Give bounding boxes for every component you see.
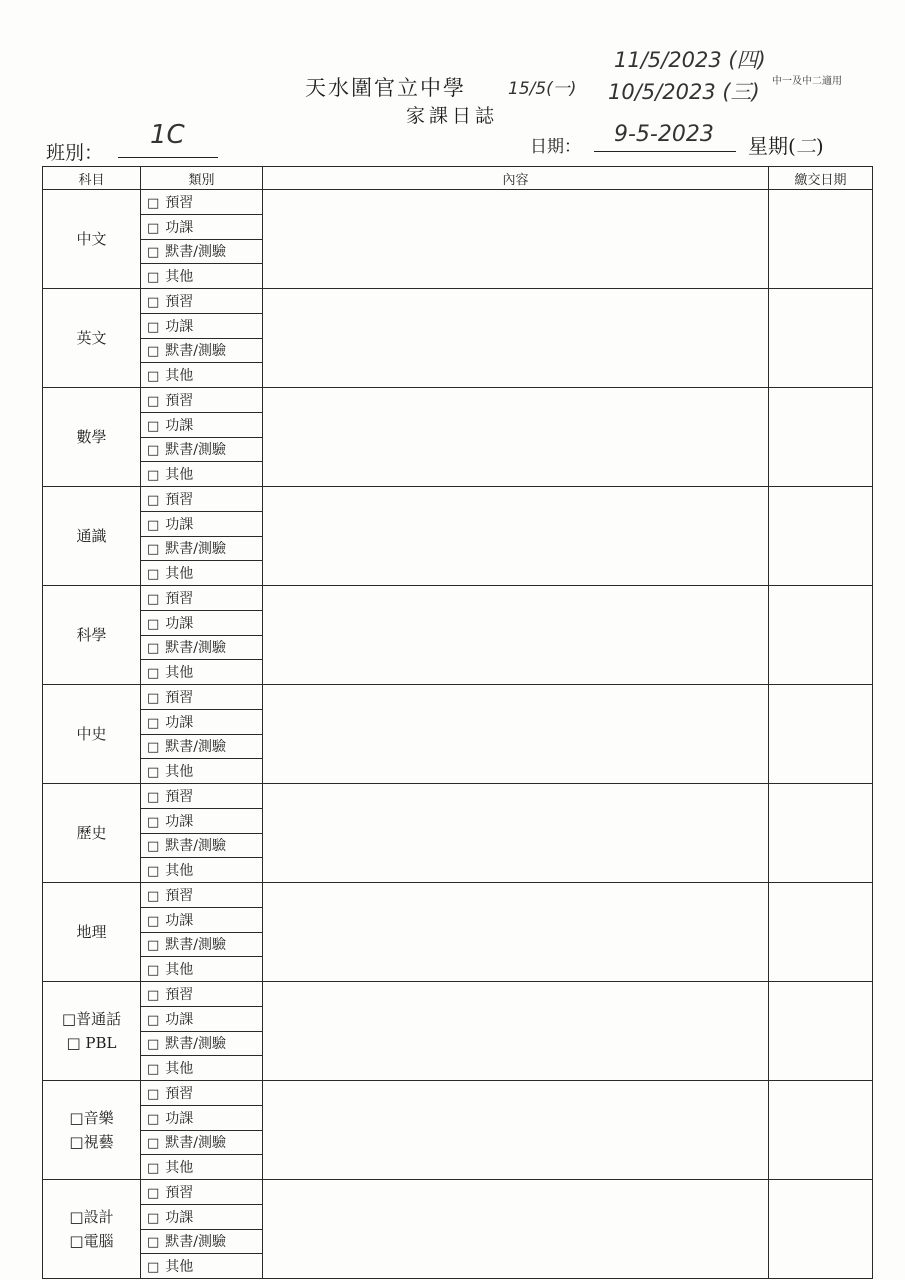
checkbox-icon[interactable]: □	[147, 913, 160, 929]
category-label: 其他	[165, 962, 194, 979]
checkbox-icon[interactable]: □	[147, 1086, 160, 1102]
category-label: 功課	[165, 1011, 194, 1028]
content-cell[interactable]	[263, 982, 769, 1081]
category-option[interactable]	[141, 239, 263, 264]
category-option[interactable]	[141, 462, 263, 487]
category-label: 默書/測驗	[165, 739, 227, 756]
table-row	[43, 1180, 873, 1205]
checkbox-icon[interactable]: □	[147, 1012, 160, 1028]
category-option[interactable]	[141, 1031, 263, 1056]
handwritten-date-1: 11/5/2023 (四)	[614, 48, 766, 72]
content-cell[interactable]	[263, 1180, 769, 1279]
category-label: 功課	[165, 516, 194, 533]
category-option[interactable]	[141, 561, 263, 586]
checkbox-icon[interactable]: □	[147, 418, 160, 434]
content-cell[interactable]	[263, 388, 769, 487]
category-label: 默書/測驗	[165, 1234, 227, 1251]
category-option[interactable]	[141, 1204, 263, 1229]
subject-cell	[43, 784, 141, 883]
due-date-cell[interactable]	[769, 487, 873, 586]
category-label: 其他	[165, 566, 194, 583]
checkbox-icon[interactable]: □	[147, 492, 160, 508]
checkbox-icon[interactable]: □	[147, 195, 160, 211]
checkbox-icon[interactable]: □	[147, 1210, 160, 1226]
checkbox-icon[interactable]: □	[147, 294, 160, 310]
subject-cell	[43, 1180, 141, 1279]
subject-cell	[43, 388, 141, 487]
school-name	[305, 72, 466, 102]
category-option[interactable]	[141, 264, 263, 289]
checkbox-icon[interactable]: □	[147, 740, 160, 756]
category-label: 預習	[165, 986, 194, 1003]
content-cell[interactable]	[263, 685, 769, 784]
due-date-cell[interactable]	[769, 586, 873, 685]
category-label: 默書/測驗	[165, 442, 227, 459]
category-option[interactable]	[141, 437, 263, 462]
category-option[interactable]	[141, 635, 263, 660]
scope-note: 中一及中二適用	[772, 76, 842, 87]
subject-name: 通識	[76, 527, 107, 545]
category-option[interactable]	[141, 1081, 263, 1106]
header-category: 類別	[141, 167, 263, 190]
category-label: 預習	[165, 689, 194, 706]
category-option[interactable]	[141, 610, 263, 635]
checkbox-icon[interactable]: □	[147, 517, 160, 533]
category-label: 其他	[165, 1259, 194, 1276]
subject-cell	[43, 1081, 141, 1180]
category-option[interactable]	[141, 883, 263, 908]
category-label: 默書/測驗	[165, 244, 227, 261]
table-row	[43, 586, 873, 611]
category-option[interactable]	[141, 190, 263, 215]
category-option[interactable]	[141, 685, 263, 710]
checkbox-icon[interactable]: □	[147, 567, 160, 583]
subject-name: 中文	[76, 230, 107, 248]
category-label: 功課	[165, 912, 194, 929]
category-label: 預習	[165, 788, 194, 805]
checkbox-icon[interactable]: □	[147, 864, 160, 880]
subject-name: □電腦	[69, 1232, 114, 1250]
class-underline	[118, 156, 218, 158]
checkbox-icon[interactable]: □	[147, 443, 160, 459]
subject-cell	[43, 487, 141, 586]
table-row	[43, 685, 873, 710]
checkbox-icon[interactable]: □	[147, 765, 160, 781]
subject-name: 中史	[76, 725, 107, 743]
table-row	[43, 982, 873, 1007]
weekday-value[interactable]: 二	[795, 134, 816, 158]
category-label: 功課	[165, 714, 194, 731]
subject-name: □ PBL	[66, 1034, 117, 1052]
category-option[interactable]	[141, 1155, 263, 1180]
checkbox-icon[interactable]: □	[147, 542, 160, 558]
category-label: 功課	[165, 318, 194, 335]
category-option[interactable]	[141, 932, 263, 957]
table-row	[43, 388, 873, 413]
table-row	[43, 883, 873, 908]
checkbox-icon[interactable]: □	[147, 393, 160, 409]
checkbox-icon[interactable]: □	[147, 1235, 160, 1251]
checkbox-icon[interactable]: □	[147, 1062, 160, 1078]
due-date-cell[interactable]	[769, 982, 873, 1081]
category-option[interactable]	[141, 709, 263, 734]
due-date-cell[interactable]	[769, 388, 873, 487]
due-date-cell[interactable]	[769, 685, 873, 784]
date-label: 日期：	[530, 137, 581, 157]
date-value[interactable]: 9-5-2023	[614, 122, 714, 147]
handwritten-date-2: 10/5/2023 (三)	[608, 80, 760, 104]
checkbox-icon[interactable]: □	[147, 666, 160, 682]
category-label: 功課	[165, 1209, 194, 1226]
weekday-field	[748, 130, 824, 159]
category-option[interactable]	[141, 833, 263, 858]
subject-name: □視藝	[69, 1133, 114, 1151]
content-cell[interactable]	[263, 487, 769, 586]
content-cell[interactable]	[263, 784, 769, 883]
category-option[interactable]	[141, 363, 263, 388]
checkbox-icon[interactable]: □	[147, 1161, 160, 1177]
header-due-date: 繳交日期	[769, 167, 873, 190]
table-header-row	[43, 167, 873, 190]
content-cell[interactable]	[263, 289, 769, 388]
category-label: 其他	[165, 1061, 194, 1078]
checkbox-icon[interactable]: □	[147, 987, 160, 1003]
checkbox-icon[interactable]: □	[147, 814, 160, 830]
category-option[interactable]	[141, 1056, 263, 1081]
category-label: 默書/測驗	[165, 343, 227, 360]
category-option[interactable]	[141, 214, 263, 239]
category-label: 其他	[165, 665, 194, 682]
category-label: 預習	[165, 590, 194, 607]
checkbox-icon[interactable]: □	[147, 1037, 160, 1053]
table-row	[43, 190, 873, 215]
checkbox-icon[interactable]: □	[147, 641, 160, 657]
checkbox-icon[interactable]: □	[147, 245, 160, 261]
checkbox-icon[interactable]: □	[147, 369, 160, 385]
category-option[interactable]	[141, 957, 263, 982]
category-label: 默書/測驗	[165, 640, 227, 657]
category-label: 功課	[165, 813, 194, 830]
subject-cell	[43, 685, 141, 784]
due-date-cell[interactable]	[769, 784, 873, 883]
subject-name: 科學	[76, 626, 107, 644]
category-option[interactable]	[141, 858, 263, 883]
category-label: 默書/測驗	[165, 1036, 227, 1053]
content-cell[interactable]	[263, 1081, 769, 1180]
category-label: 其他	[165, 269, 194, 286]
checkbox-icon[interactable]: □	[147, 616, 160, 632]
checkbox-icon[interactable]: □	[147, 888, 160, 904]
school-name-text: 天水圍官立中學	[305, 76, 466, 100]
checkbox-icon[interactable]: □	[147, 715, 160, 731]
header-subject: 科目	[43, 167, 141, 190]
checkbox-icon[interactable]: □	[147, 938, 160, 954]
form-title: 家課日誌	[406, 105, 499, 127]
subject-cell	[43, 982, 141, 1081]
header-content: 內容	[263, 167, 769, 190]
content-cell[interactable]	[263, 190, 769, 289]
category-option[interactable]	[141, 412, 263, 437]
table-row	[43, 1081, 873, 1106]
category-label: 默書/測驗	[165, 838, 227, 855]
category-option[interactable]	[141, 784, 263, 809]
category-label: 功課	[165, 417, 194, 434]
category-label: 預習	[165, 293, 194, 310]
category-label: 默書/測驗	[165, 1135, 227, 1152]
category-option[interactable]	[141, 487, 263, 512]
homework-log-table	[42, 166, 873, 1279]
checkbox-icon[interactable]: □	[147, 1260, 160, 1276]
subject-cell	[43, 190, 141, 289]
category-option[interactable]	[141, 982, 263, 1007]
subject-cell	[43, 289, 141, 388]
category-label: 其他	[165, 467, 194, 484]
weekday-label: 星期(	[748, 134, 796, 158]
date-underline	[594, 150, 736, 152]
category-label: 預習	[165, 194, 194, 211]
weekday-close: )	[815, 134, 824, 158]
category-option[interactable]	[141, 1180, 263, 1205]
checkbox-icon[interactable]: □	[147, 591, 160, 607]
category-label: 預習	[165, 887, 194, 904]
category-option[interactable]	[141, 289, 263, 314]
category-label: 其他	[165, 764, 194, 781]
category-option[interactable]	[141, 1130, 263, 1155]
table-row	[43, 289, 873, 314]
category-label: 功課	[165, 615, 194, 632]
class-value[interactable]: 1C	[150, 120, 185, 150]
category-option[interactable]	[141, 536, 263, 561]
content-cell[interactable]	[263, 586, 769, 685]
checkbox-icon[interactable]: □	[147, 1136, 160, 1152]
checkbox-icon[interactable]: □	[147, 690, 160, 706]
category-label: 功課	[165, 1110, 194, 1127]
category-label: 預習	[165, 1085, 194, 1102]
category-label: 預習	[165, 1184, 194, 1201]
checkbox-icon[interactable]: □	[147, 220, 160, 236]
subject-name: □設計	[69, 1208, 114, 1226]
category-option[interactable]	[141, 907, 263, 932]
category-option[interactable]	[141, 388, 263, 413]
category-option[interactable]	[141, 338, 263, 363]
subject-name: □普通話	[61, 1010, 122, 1028]
subject-name: 歷史	[76, 824, 107, 842]
due-date-cell[interactable]	[769, 289, 873, 388]
checkbox-icon[interactable]: □	[147, 1185, 160, 1201]
subject-cell	[43, 883, 141, 982]
checkbox-icon[interactable]: □	[147, 344, 160, 360]
handwritten-school-note: 15/5(一)	[508, 79, 577, 99]
subject-name: 地理	[76, 923, 107, 941]
due-date-cell[interactable]	[769, 190, 873, 289]
category-option[interactable]	[141, 1229, 263, 1254]
category-option[interactable]	[141, 759, 263, 784]
checkbox-icon[interactable]: □	[147, 1111, 160, 1127]
due-date-cell[interactable]	[769, 883, 873, 982]
category-label: 默書/測驗	[165, 937, 227, 954]
category-label: 功課	[165, 219, 194, 236]
category-label: 其他	[165, 863, 194, 880]
checkbox-icon[interactable]: □	[147, 839, 160, 855]
category-option[interactable]	[141, 1105, 263, 1130]
category-option[interactable]	[141, 734, 263, 759]
due-date-cell[interactable]	[769, 1081, 873, 1180]
category-option[interactable]	[141, 1006, 263, 1031]
class-label: 班別：	[46, 142, 104, 164]
subject-name: 數學	[76, 428, 107, 446]
checkbox-icon[interactable]: □	[147, 468, 160, 484]
category-option[interactable]	[141, 586, 263, 611]
category-option[interactable]	[141, 808, 263, 833]
subject-name: 英文	[76, 329, 107, 347]
category-label: 預習	[165, 491, 194, 508]
due-date-cell[interactable]	[769, 1180, 873, 1279]
category-label: 其他	[165, 368, 194, 385]
table-row	[43, 487, 873, 512]
checkbox-icon[interactable]: □	[147, 319, 160, 335]
checkbox-icon[interactable]: □	[147, 789, 160, 805]
category-option[interactable]	[141, 511, 263, 536]
category-label: 其他	[165, 1160, 194, 1177]
category-option[interactable]	[141, 660, 263, 685]
checkbox-icon[interactable]: □	[147, 963, 160, 979]
category-option[interactable]	[141, 1254, 263, 1279]
table-body	[43, 190, 873, 1279]
category-label: 默書/測驗	[165, 541, 227, 558]
checkbox-icon[interactable]: □	[147, 270, 160, 286]
category-label: 預習	[165, 392, 194, 409]
subject-cell	[43, 586, 141, 685]
category-option[interactable]	[141, 313, 263, 338]
content-cell[interactable]	[263, 883, 769, 982]
subject-name: □音樂	[69, 1109, 114, 1127]
table-row	[43, 784, 873, 809]
